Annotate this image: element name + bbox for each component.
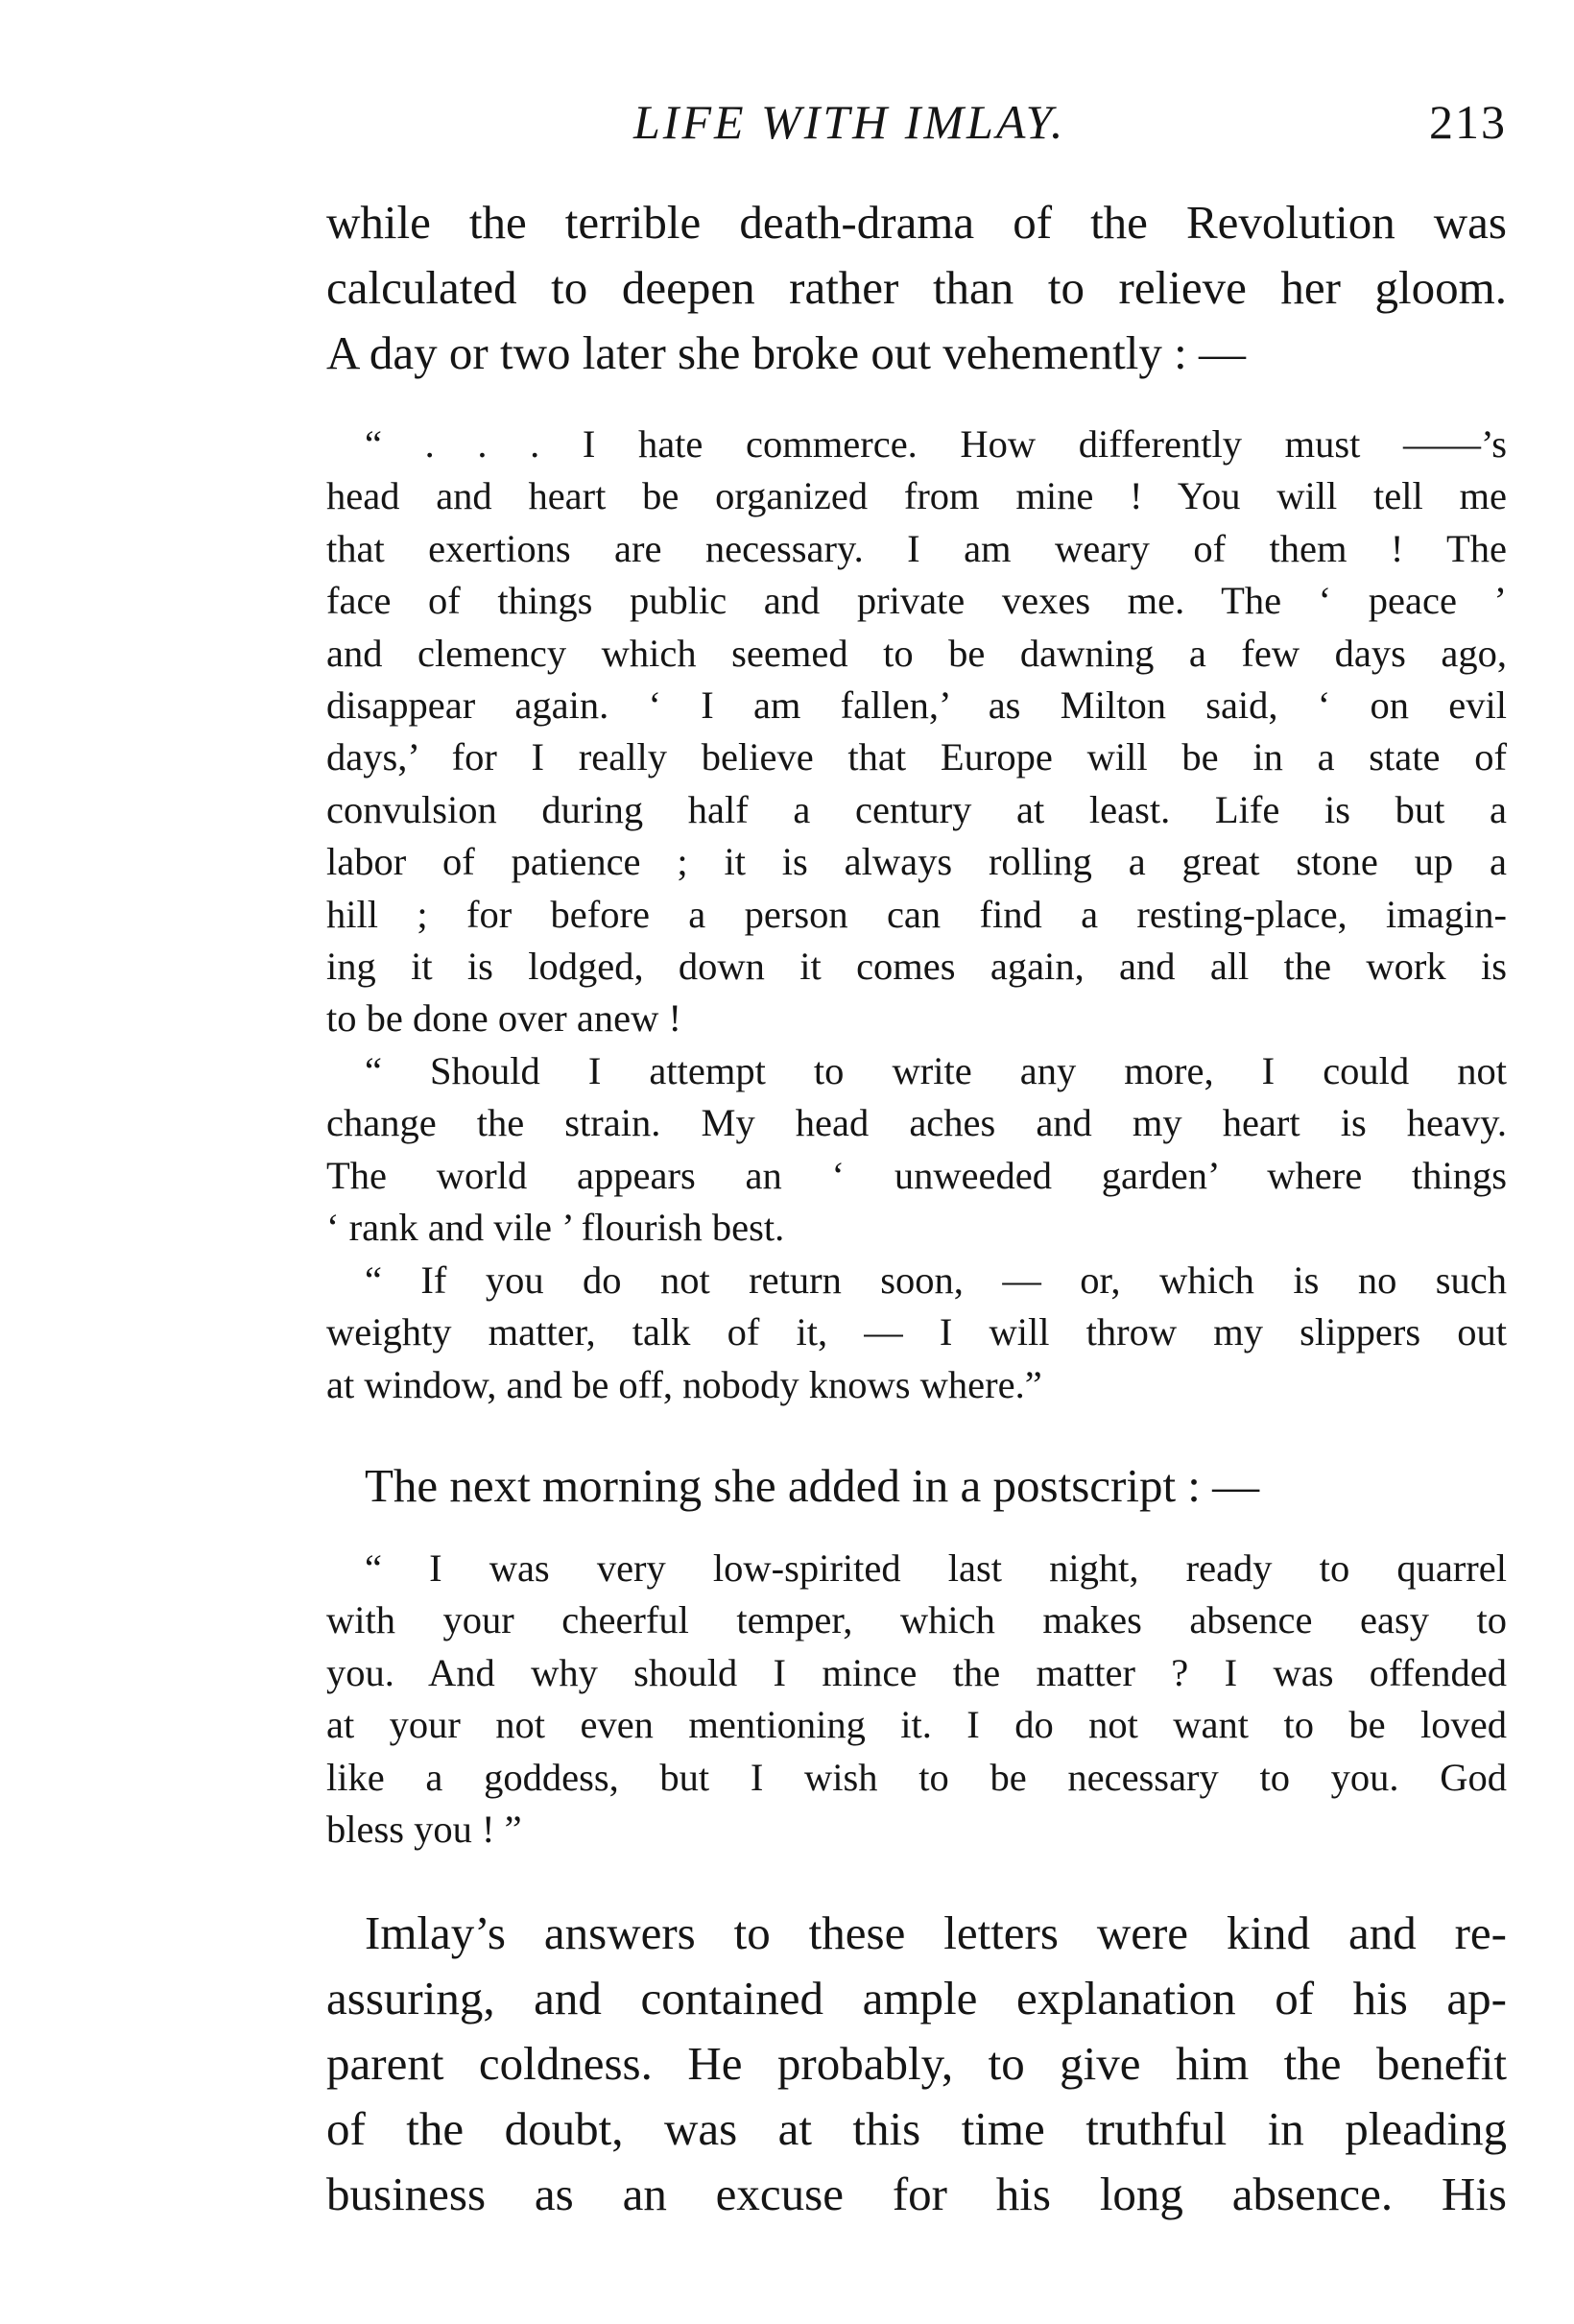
text-line: “ I was very low-spirited last night, ready to quarrel (365, 1546, 1507, 1590)
text-line: The next morning she added in a postscript : — (365, 1459, 1260, 1512)
text-line: The world appears an ‘ unweeded garden’ where things (326, 1153, 1507, 1197)
text-line: business as an excuse for his long absence. His (326, 2168, 1507, 2220)
text-line: “ If you do not return soon, — or, which is no such (365, 1258, 1507, 1302)
text-line: calculated to deepen rather than to relieve her gloom. (326, 261, 1507, 314)
text-line: like a goddess, but I wish to be necessary to you. God (326, 1755, 1507, 1799)
text-line: you. And why should I mince the matter ? I was offended (326, 1650, 1507, 1694)
text-line: labor of patience ; it is always rolling a great stone up a (326, 840, 1507, 884)
text-line: at your not even mentioning it. I do not want to be loved (326, 1703, 1507, 1747)
text-line: hill ; for before a person can find a resting-place, imagin- (326, 892, 1507, 936)
running-title: LIFE WITH IMLAY. (633, 95, 1066, 149)
text-line: with your cheerful temper, which makes absence easy to (326, 1598, 1507, 1642)
text-line: of the doubt, was at this time truthful in pleading (326, 2102, 1507, 2155)
body-paragraph-1 (326, 190, 1507, 386)
running-head (326, 94, 1507, 152)
text-line: ing it is lodged, down it comes again, and all the work is (326, 944, 1507, 988)
text-line: ‘ rank and vile ’ flourish best. (326, 1206, 785, 1250)
text-line: days,’ for I really believe that Europe will be in a state of (326, 735, 1507, 779)
text-line: A day or two later she broke out vehemently : — (326, 326, 1246, 379)
page-number: 213 (1429, 95, 1507, 149)
text-line: face of things public and private vexes me. The ‘ peace ’ (326, 579, 1507, 623)
text-line: that exertions are necessary. I am weary of them ! The (326, 526, 1507, 570)
text-line: Imlay’s answers to these letters were kind and re- (365, 1906, 1507, 1959)
text-line: and clemency which seemed to be dawning a few days ago, (326, 631, 1507, 675)
text-line: while the terrible death-drama of the Revolution was (326, 196, 1507, 249)
body-paragraph-2 (326, 1453, 1507, 1519)
quote-paragraph-1 (326, 419, 1507, 1045)
text-line: bless you ! ” (326, 1807, 522, 1851)
text-line: assuring, and contained ample explanation of his ap- (326, 1972, 1507, 2025)
text-line: “ Should I attempt to write any more, I could not (365, 1049, 1507, 1092)
text-line: “ . . . I hate commerce. How differently must ——’s (365, 422, 1507, 466)
text-line: weighty matter, talk of it, — I will throw my slippers out (326, 1310, 1507, 1354)
text-line: change the strain. My head aches and my heart is heavy. (326, 1101, 1507, 1145)
text-line: head and heart be organized from mine ! You will tell me (326, 474, 1507, 518)
quote-paragraph-4 (326, 1543, 1507, 1856)
body-paragraph-3 (326, 1901, 1507, 2227)
text-line: disappear again. ‘ I am fallen,’ as Milton said, ‘ on evil (326, 683, 1507, 727)
quote-paragraph-3 (326, 1255, 1507, 1411)
quote-paragraph-2 (326, 1045, 1507, 1255)
text-line: to be done over anew ! (326, 996, 681, 1041)
text-line: at window, and be off, nobody knows where.” (326, 1362, 1042, 1406)
text-line: parent coldness. He probably, to give him the benefit (326, 2037, 1507, 2090)
text-line: convulsion during half a century at least. Life is but a (326, 787, 1507, 831)
